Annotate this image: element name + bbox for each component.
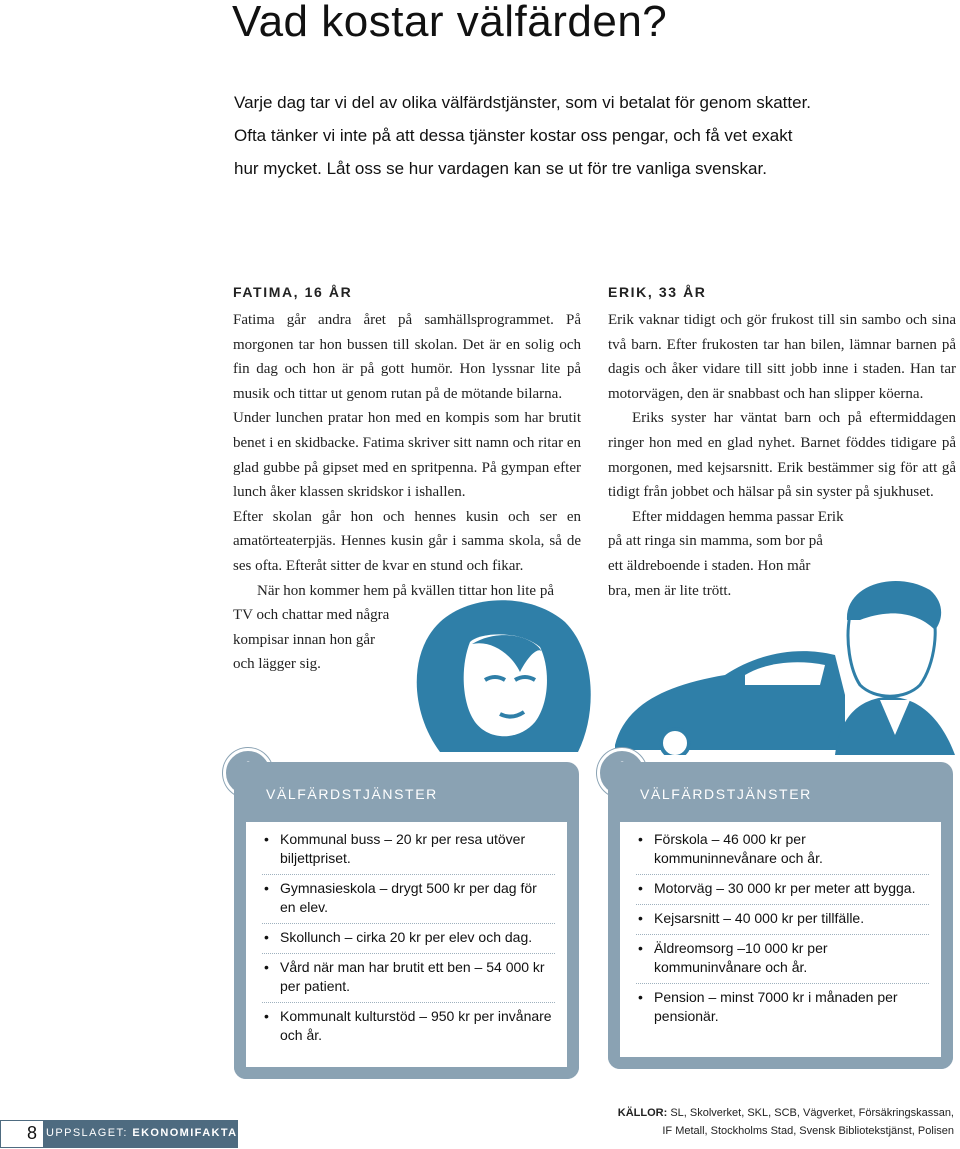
list-item: • Vård när man har brutit ett ben – 54 000 kr per patient. <box>262 954 555 1003</box>
list-item: • Motorväg – 30 000 kr per meter att bygga. <box>636 875 929 905</box>
welfare-list <box>636 826 929 1032</box>
intro-text <box>234 86 874 185</box>
welfare-list <box>262 826 555 1051</box>
fatima-heading: FATIMA, 16 ÅR <box>233 284 353 300</box>
welfare-box-title: VÄLFÄRDSTJÄNSTER <box>640 786 812 802</box>
fatima-paragraph: Fatima går andra året på samhällsprogrammet. På morgonen tar hon bussen till skolan. Det är en solig och fin dag och hon är på gott humör. Hon lyssnar lite på musik och tittar ut genom rutan på de mötande bilarna. <box>233 312 581 402</box>
erik-section <box>608 280 956 603</box>
welfare-box-header <box>234 762 579 822</box>
page-number-box <box>0 1120 44 1148</box>
welfare-box-title: VÄLFÄRDSTJÄNSTER <box>266 786 438 802</box>
section-name: EKONOMIFAKTA <box>132 1127 238 1139</box>
list-item: • Kejsarsnitt – 40 000 kr per tillfälle. <box>636 905 929 935</box>
fatima-paragraph: och lägger sig. <box>233 656 321 673</box>
page-footer <box>0 1120 238 1148</box>
fatima-portrait-illustration <box>400 592 600 752</box>
fatima-paragraph: Under lunchen pratar hon med en kompis som har brutit benet i en skidbacke. Fatima skriver sitt namn och ritar en glad gubbe på gipset med en spritpenna. På gympan efter lunch åker klassen skridskor i ishallen. <box>233 410 581 501</box>
list-item: • Pension – minst 7000 kr i månaden per pensionär. <box>636 984 929 1032</box>
erik-paragraph: bra, men är lite trött. <box>608 582 732 599</box>
erik-heading: ERIK, 33 ÅR <box>608 284 707 300</box>
sources-label: KÄLLOR: <box>617 1107 668 1119</box>
erik-paragraph: Erik vaknar tidigt och gör frukost till sin sambo och sina två barn. Efter frukosten tar han bilen, lämnar barnen på dagis och åker vidare till sitt jobb inne i staden. Han tar motorvägen, den är snabbast och han slipper köerna. <box>608 312 956 402</box>
welfare-box-right <box>608 762 953 1069</box>
erik-paragraph: på att ringa sin mamma, som bor på <box>608 533 823 550</box>
fatima-paragraph: TV och chattar med några <box>233 607 390 624</box>
sources-note <box>614 1104 954 1140</box>
fatima-paragraph: Efter skolan går hon och hennes kusin och ser en amatörteaterpjäs. Hennes kusin går i samma skola, så de ses ofta. Efteråt sitter de kvar en stund och fikar. <box>233 508 581 574</box>
section-prefix: UPPSLAGET: <box>46 1127 128 1139</box>
list-item: • Kommunal buss – 20 kr per resa utöver biljettpriset. <box>262 826 555 875</box>
intro-line: Varje dag tar vi del av olika välfärdstjänster, som vi betalat för genom skatter. <box>234 93 812 112</box>
welfare-box-body <box>234 822 579 1079</box>
section-label <box>46 1127 238 1139</box>
list-item: • Skollunch – cirka 20 kr per elev och dag. <box>262 924 555 954</box>
list-item: • Förskola – 46 000 kr per kommuninnevånare och år. <box>636 826 929 875</box>
welfare-box-header <box>608 762 953 822</box>
page-number: 8 <box>27 1123 38 1143</box>
welfare-box-left <box>234 762 579 1079</box>
list-item: • Äldreomsorg –10 000 kr per kommuninvånare och år. <box>636 935 929 984</box>
erik-paragraph: Efter middagen hemma passar Erik <box>632 508 844 525</box>
fatima-paragraph: kompisar innan hon går <box>233 631 376 648</box>
sources-text: SL, Skolverket, SKL, SCB, Vägverket, Försäkringskassan, IF Metall, Stockholms Stad, Svensk Bibliotekstjänst, Polisen <box>662 1107 954 1137</box>
page-title: Vad kostar välfärden? <box>232 0 668 46</box>
erik-paragraph: Eriks syster har väntat barn och på eftermiddagen ringer hon med en glad nyhet. Barnet föddes tidigare på morgonen, med kejsarsnitt. Erik bestämmer sig för att gå tidigt från jobbet och hälsar på sin syster på sjukhuset. <box>608 410 956 501</box>
intro-line: Ofta tänker vi inte på att dessa tjänster kostar oss pengar, och få vet exakt <box>234 126 793 145</box>
fatima-paragraph: När hon kommer hem på kvällen tittar hon lite på <box>257 582 554 599</box>
welfare-box-body <box>608 822 953 1069</box>
list-item: • Kommunalt kulturstöd – 950 kr per invånare och år. <box>262 1003 555 1051</box>
list-item: • Gymnasieskola – drygt 500 kr per dag för en elev. <box>262 875 555 924</box>
erik-portrait-illustration <box>595 575 960 755</box>
intro-line: hur mycket. Låt oss se hur vardagen kan se ut för tre vanliga svenskar. <box>234 159 767 178</box>
erik-paragraph: ett äldreboende i staden. Hon mår <box>608 557 811 574</box>
